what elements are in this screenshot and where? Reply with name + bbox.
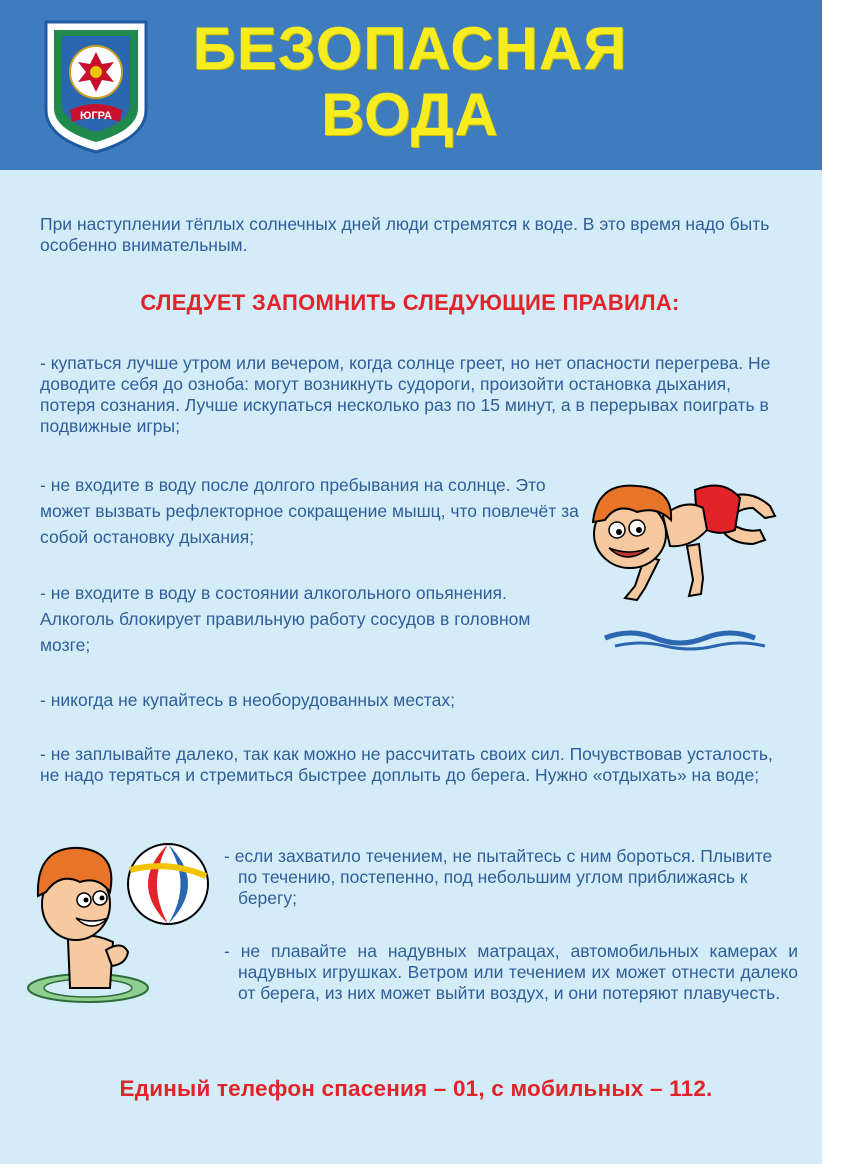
rescue-phone-footer: Единый телефон спасения – 01, с мобильных – 112. <box>119 1076 713 1101</box>
yugra-emblem-icon <box>40 14 152 156</box>
rule-6: - если захватило течением, не пытайтесь с ним бороться. Плывите по течению, постепенно, под небольшим углом приближаясь к берегу; <box>224 846 773 908</box>
rule-5: - не заплывайте далеко, так как можно не рассчитать своих сил. Почувствовав усталость, не надо теряться и стремиться быстрее доплыть до берега. Нужно «отдыхать» на воде; <box>40 744 773 785</box>
rules-heading: СЛЕДУЕТ ЗАПОМНИТЬ СЛЕДУЮЩИЕ ПРАВИЛА: <box>140 290 680 315</box>
rule-2: - не входите в воду после долгого пребывания на солнце. Это может вызвать рефлекторное сокращение мышц, что повлечёт за собой остановку дыхания; <box>40 475 579 547</box>
title-line-2: ВОДА <box>321 81 499 148</box>
intro-text: При наступлении тёплых солнечных дней люди стремятся к воде. В это время надо быть особенно внимательным. <box>40 214 770 255</box>
boy-with-ball-illustration-icon <box>18 820 218 1010</box>
emblem-text: ЮГРА <box>80 110 112 122</box>
page-title <box>150 16 670 148</box>
rule-4: - никогда не купайтесь в необорудованных местах; <box>40 690 455 710</box>
diving-boy-illustration-icon <box>575 468 785 658</box>
rule-1: - купаться лучше утром или вечером, когда солнце греет, но нет опасности перегрева. Не доводите себя до озноба: могут возникнуть судороги, произойти остановка дыхания, потеря сознания. Лучше искупаться несколько раз по 15 минут, а в перерывах поиграть в подвижные игры; <box>40 353 771 436</box>
rule-3: - не входите в воду в состоянии алкогольного опьянения. Алкоголь блокирует правильную работу сосудов в головном мозге; <box>40 583 531 655</box>
header-band <box>0 0 822 170</box>
rule-7: - не плавайте на надувных матрацах, автомобильных камерах и надувных игрушках. Ветром или течением их может отнести далеко от берега, из них может выйти воздух, и они потеряют плавучесть. <box>224 941 798 1003</box>
title-line-1: БЕЗОПАСНАЯ <box>192 15 628 82</box>
